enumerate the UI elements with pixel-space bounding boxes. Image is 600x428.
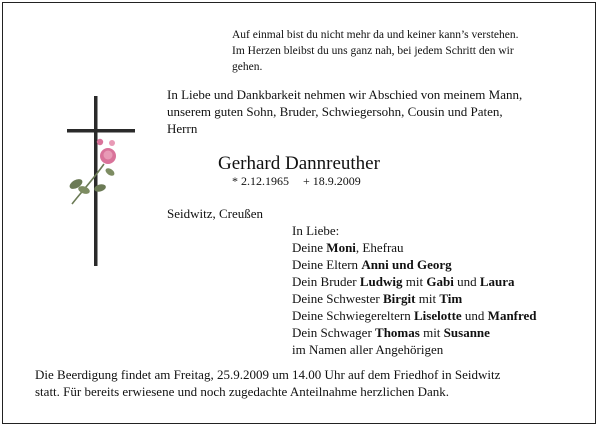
rose-bud — [109, 140, 115, 146]
family-row: Dein Schwager Thomas mit Susanne — [292, 325, 490, 340]
family-row: Deine Eltern Anni und Georg — [292, 257, 452, 272]
cross-horizontal-bar — [67, 129, 135, 133]
cross-with-rose-icon — [62, 96, 142, 266]
family-row: Deine Schwester Birgit mit Tim — [292, 291, 463, 306]
life-dates — [232, 174, 375, 189]
rose-bud — [97, 139, 103, 145]
family-list — [292, 222, 537, 358]
farewell-intro — [167, 86, 522, 137]
rose-leaf — [104, 167, 116, 178]
poem-line: Im Herzen bleibst du uns ganz nah, bei jedem Schritt den wir — [232, 45, 514, 57]
family-row: Deine Moni, Ehefrau — [292, 240, 404, 255]
rose-bloom-inner — [104, 151, 113, 160]
death-date: + 18.9.2009 — [303, 174, 361, 188]
closing-line: Die Beerdigung findet am Freitag, 25.9.2009 um 14.00 Uhr auf dem Friedhof in Seidwitz — [35, 367, 501, 382]
family-row: Dein Bruder Ludwig mit Gabi und Laura — [292, 274, 515, 289]
closing-line: statt. Für bereits erwiesene und noch zugedachte Anteilnahme herzlichen Dank. — [35, 384, 450, 399]
poem-line: gehen. — [232, 61, 263, 73]
intro-line: Herrn — [167, 121, 198, 136]
cross-vertical-bar — [94, 96, 98, 266]
family-heading: In Liebe: — [292, 223, 340, 238]
funeral-notice — [35, 366, 500, 400]
place-line: Seidwitz, Creußen — [167, 206, 264, 221]
intro-line: In Liebe und Dankbarkeit nehmen wir Abschied von meinem Mann, — [167, 87, 523, 102]
family-footer: im Namen aller Angehörigen — [292, 342, 444, 357]
family-row: Deine Schwiegereltern Liselotte und Manfred — [292, 308, 537, 323]
poem-verse — [232, 27, 518, 75]
poem-line: Auf einmal bist du nicht mehr da und keiner kann’s verstehen. — [232, 29, 519, 41]
deceased-name: Gerhard Dannreuther — [218, 153, 380, 174]
birth-date: * 2.12.1965 — [232, 174, 289, 188]
intro-line: unserem guten Sohn, Bruder, Schwiegersohn, Cousin und Paten, — [167, 104, 503, 119]
